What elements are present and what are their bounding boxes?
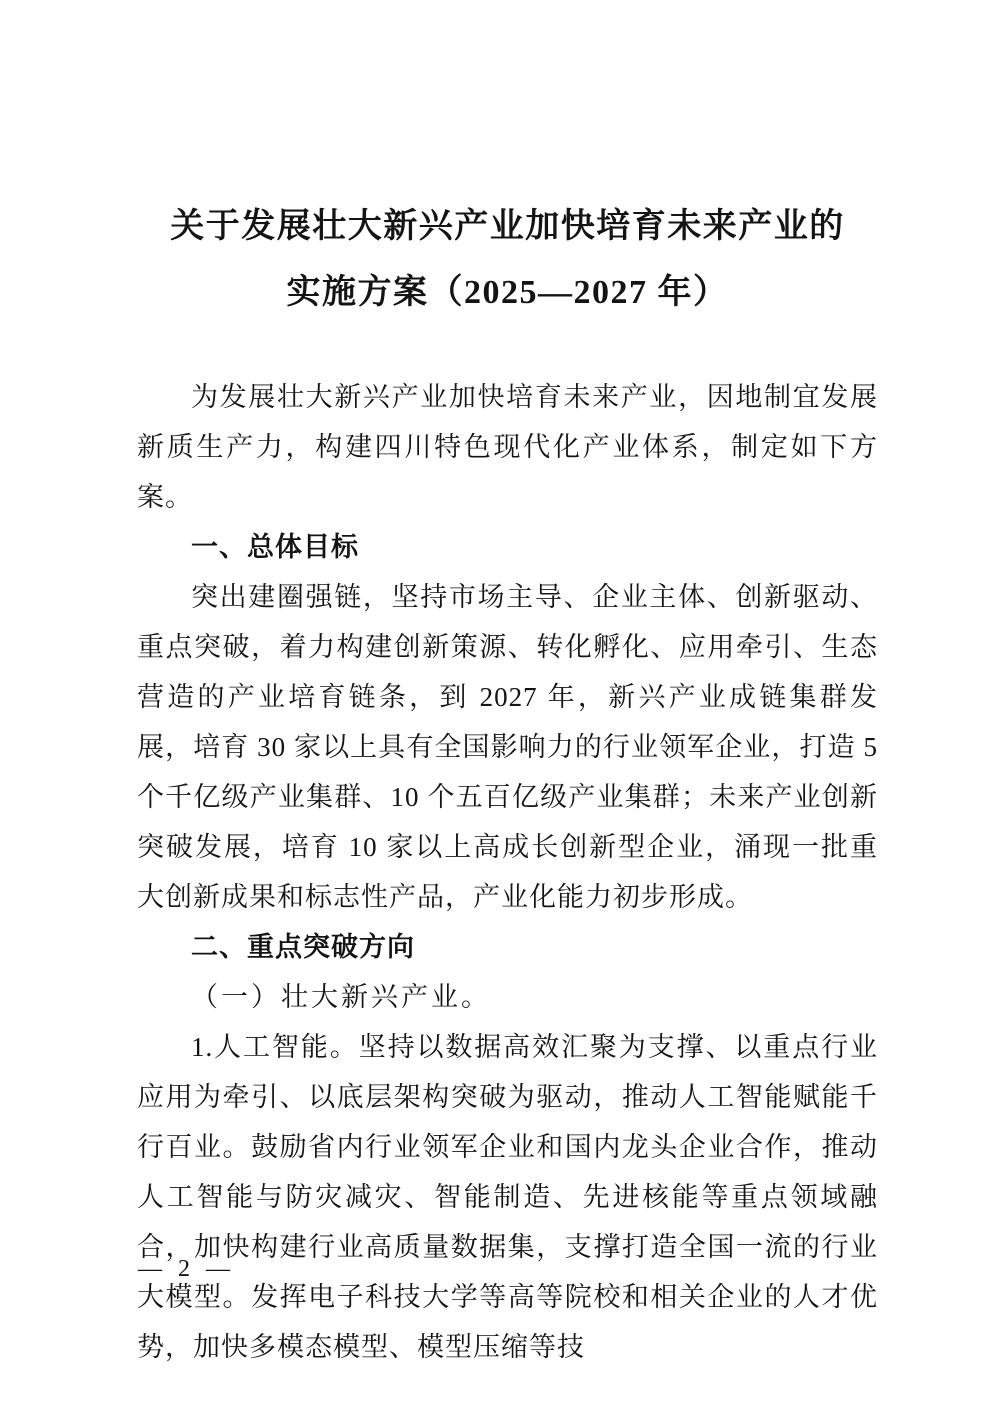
section-heading-overall-goals: 一、总体目标 <box>191 532 359 562</box>
document-body <box>137 372 878 1372</box>
document-title-line1: 关于发展壮大新兴产业加快培育未来产业的 <box>170 208 845 245</box>
page-number: — 2 — <box>138 1256 235 1282</box>
document-title <box>137 194 878 326</box>
section-heading-key-directions: 二、重点突破方向 <box>191 932 415 962</box>
document-title-line2: 实施方案（2025—2027 年） <box>286 274 729 311</box>
paragraph-artificial-intelligence: 1.人工智能。坚持以数据高效汇聚为支撑、以重点行业应用为牵引、以底层架构突破为驱动，推动人工智能赋能千行百业。鼓励省内行业领军企业和国内龙头企业合作，推动人工智能与防灾减灾、智能制造、先进核能等重点领域融合，加快构建行业高质量数据集，支撑打造全国一流的行业大模型。发挥电子科技大学等高等院校和相关企业的人才优势，加快多模态模型、模型压缩等技 <box>137 1032 878 1362</box>
paragraph-overall-goals: 突出建圈强链，坚持市场主导、企业主体、创新驱动、重点突破，着力构建创新策源、转化孵化、应用牵引、生态营造的产业培育链条，到 2027 年，新兴产业成链集群发展，培育 30 家以上具有全国影响力的行业领军企业，打造 5 个千亿级产业集群、10 个五百亿级产业集群；未来产业创新突破发展，培育 10 家以上高成长创新型企业，涌现一批重大创新成果和标志性产品，产业化能力初步形成。 <box>137 582 878 912</box>
subsection-heading-emerging-industries: （一）壮大新兴产业。 <box>191 982 491 1012</box>
paragraph-intro: 为发展壮大新兴产业加快培育未来产业，因地制宜发展新质生产力，构建四川特色现代化产业体系，制定如下方案。 <box>137 382 878 512</box>
